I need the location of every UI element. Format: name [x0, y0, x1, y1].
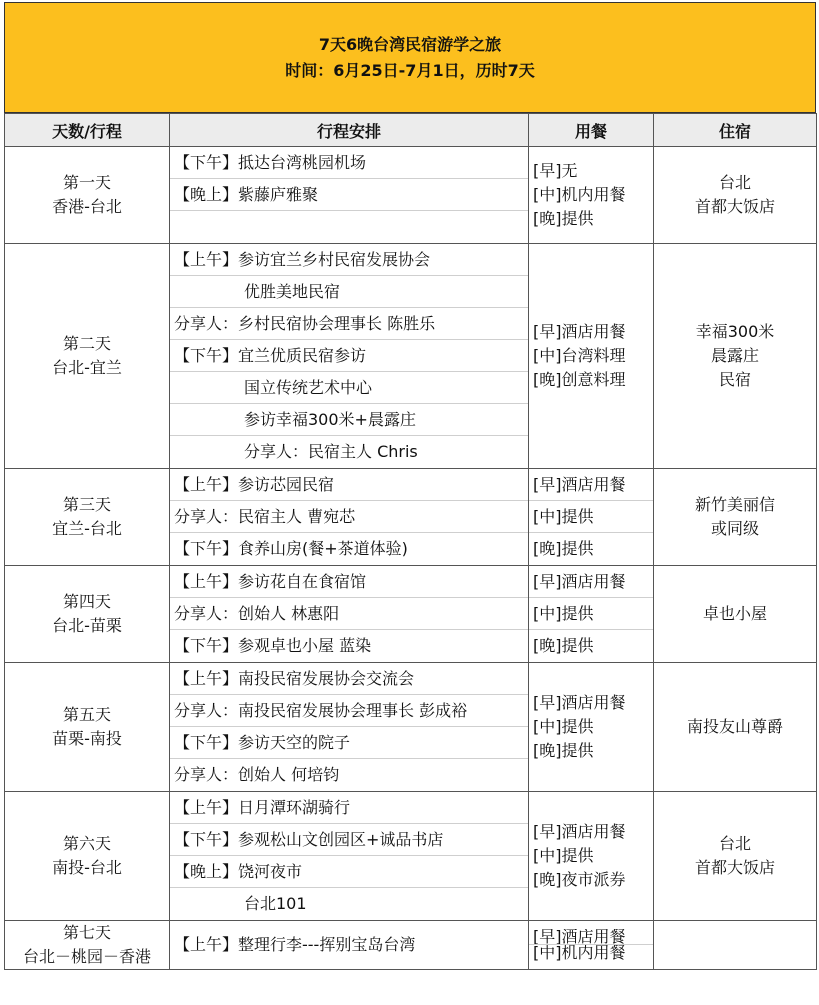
schedule-item: 【上午】参访宜兰乡村民宿发展协会	[170, 244, 528, 276]
header-schedule: 行程安排	[170, 114, 529, 147]
meal-item: [晚]提供	[533, 636, 594, 655]
schedule-cell	[170, 663, 529, 792]
schedule-cell	[170, 921, 529, 970]
stay-cell	[654, 792, 817, 921]
stay-line: 首都大饭店	[694, 858, 775, 877]
day-cell	[5, 921, 170, 970]
stay-line: 幸福300米	[695, 322, 775, 341]
day-route: 苗栗-南投	[52, 729, 122, 748]
itinerary-dates: 时间：6月25日-7月1日，历时7天	[285, 60, 535, 80]
schedule-item: 【上午】参访花自在食宿馆	[170, 566, 528, 598]
day-row	[5, 566, 817, 663]
schedule-item: 分享人：民宿主人 Chris	[244, 442, 418, 461]
itinerary-table	[4, 113, 817, 970]
schedule-item: 【下午】参访天空的院子	[170, 727, 528, 759]
day-route: 香港-台北	[52, 197, 122, 216]
day-row	[5, 921, 817, 970]
schedule-item: 分享人：民宿主人 曹宛芯	[170, 501, 528, 533]
itinerary-title: 7天6晚台湾民宿游学之旅	[318, 34, 502, 54]
stay-cell	[654, 469, 817, 566]
meal-item: [早]酒店用餐	[529, 566, 653, 598]
meal-item: [晚]提供	[533, 741, 594, 760]
day-label: 第三天	[62, 495, 111, 514]
stay-cell	[654, 147, 817, 244]
schedule-item: 参访幸福300米+晨露庄	[170, 404, 528, 436]
meals-cell	[529, 244, 654, 469]
schedule-item: 【晚上】紫藤庐雅聚	[170, 179, 528, 211]
schedule-item: 分享人：创始人 林惠阳	[170, 598, 528, 630]
day-route: 台北－桃园－香港	[22, 947, 151, 966]
itinerary-body	[5, 147, 817, 970]
meal-item: [中]提供	[533, 717, 594, 736]
stay-line: 新竹美丽信	[694, 495, 775, 514]
schedule-item: 【下午】食养山房(餐+茶道体验)	[174, 539, 408, 558]
schedule-item: 分享人：创始人 何培钧	[174, 765, 340, 784]
schedule-item: 分享人：南投民宿发展协会理事长 彭成裕	[170, 695, 528, 727]
meal-item: [中]提供	[533, 846, 594, 865]
meal-item: [中]台湾料理	[533, 346, 626, 365]
day-cell	[5, 469, 170, 566]
day-row	[5, 792, 817, 921]
day-cell	[5, 663, 170, 792]
meal-item: [早]无	[533, 161, 578, 180]
stay-cell	[654, 663, 817, 792]
schedule-cell	[170, 244, 529, 469]
schedule-item: 国立传统艺术中心	[170, 372, 528, 404]
meals-cell	[529, 663, 654, 792]
meal-item: [中]机内用餐	[533, 945, 626, 961]
stay-line: 台北	[718, 834, 751, 853]
day-label: 第二天	[62, 334, 111, 353]
day-cell	[5, 566, 170, 663]
day-cell	[5, 244, 170, 469]
stay-line: 首都大饭店	[694, 197, 775, 216]
stay-cell	[654, 244, 817, 469]
schedule-item: 【下午】参观卓也小屋 蓝染	[174, 636, 372, 655]
meal-item: [晚]创意料理	[533, 370, 626, 389]
day-row	[5, 469, 817, 566]
schedule-cell	[170, 566, 529, 663]
meal-item: [早]酒店用餐	[529, 929, 653, 945]
day-row	[5, 663, 817, 792]
schedule-item: 【上午】南投民宿发展协会交流会	[170, 663, 528, 695]
schedule-item: 优胜美地民宿	[170, 276, 528, 308]
day-row	[5, 244, 817, 469]
schedule-item: 台北101	[244, 894, 307, 913]
day-route: 台北-苗栗	[52, 616, 122, 635]
schedule-cell	[170, 792, 529, 921]
meals-cell	[529, 566, 654, 663]
day-route: 台北-宜兰	[52, 358, 122, 377]
schedule-item: 【晚上】饶河夜市	[170, 856, 528, 888]
day-label: 第五天	[62, 705, 111, 724]
schedule-item: 【上午】日月潭环湖骑行	[170, 792, 528, 824]
meal-item: [中]机内用餐	[533, 185, 626, 204]
day-cell	[5, 147, 170, 244]
stay-cell	[654, 566, 817, 663]
day-route: 宜兰-台北	[52, 519, 122, 538]
day-label: 第七天	[62, 923, 111, 942]
title-band	[4, 2, 816, 113]
header-meals: 用餐	[529, 114, 654, 147]
schedule-item: 【上午】整理行李---挥别宝岛台湾	[174, 935, 416, 954]
meal-item: [晚]提供	[533, 209, 594, 228]
meal-item: [早]酒店用餐	[533, 693, 626, 712]
meals-cell	[529, 921, 654, 970]
stay-line: 晨露庄	[710, 346, 759, 365]
schedule-item: 分享人：乡村民宿协会理事长 陈胜乐	[170, 308, 528, 340]
schedule-item	[170, 211, 528, 243]
day-label: 第六天	[62, 834, 111, 853]
schedule-cell	[170, 147, 529, 244]
day-label: 第四天	[62, 592, 111, 611]
schedule-item: 【下午】宜兰优质民宿参访	[170, 340, 528, 372]
meal-item: [晚]夜市派券	[533, 870, 626, 889]
stay-line: 卓也小屋	[702, 604, 767, 623]
meal-item: [早]酒店用餐	[533, 322, 626, 341]
meals-cell	[529, 792, 654, 921]
meals-cell	[529, 469, 654, 566]
day-label: 第一天	[62, 173, 111, 192]
stay-line: 南投友山尊爵	[686, 717, 783, 736]
schedule-item: 【下午】抵达台湾桃园机场	[170, 147, 528, 179]
meal-item: [早]酒店用餐	[529, 469, 653, 501]
meal-item: [早]酒店用餐	[533, 822, 626, 841]
schedule-cell	[170, 469, 529, 566]
meals-cell	[529, 147, 654, 244]
day-cell	[5, 792, 170, 921]
meal-item: [晚]提供	[533, 539, 594, 558]
meal-item: [中]提供	[529, 501, 653, 533]
day-route: 南投-台北	[52, 858, 122, 877]
stay-line: 台北	[718, 173, 751, 192]
schedule-item: 【上午】参访芯园民宿	[170, 469, 528, 501]
header-day: 天数/行程	[5, 114, 170, 147]
meal-item: [中]提供	[529, 598, 653, 630]
day-row	[5, 147, 817, 244]
header-row	[5, 114, 817, 147]
stay-cell	[654, 921, 817, 970]
header-stay: 住宿	[654, 114, 817, 147]
schedule-item: 【下午】参观松山文创园区+诚品书店	[170, 824, 528, 856]
stay-line: 民宿	[718, 370, 751, 389]
stay-line: 或同级	[710, 519, 759, 538]
